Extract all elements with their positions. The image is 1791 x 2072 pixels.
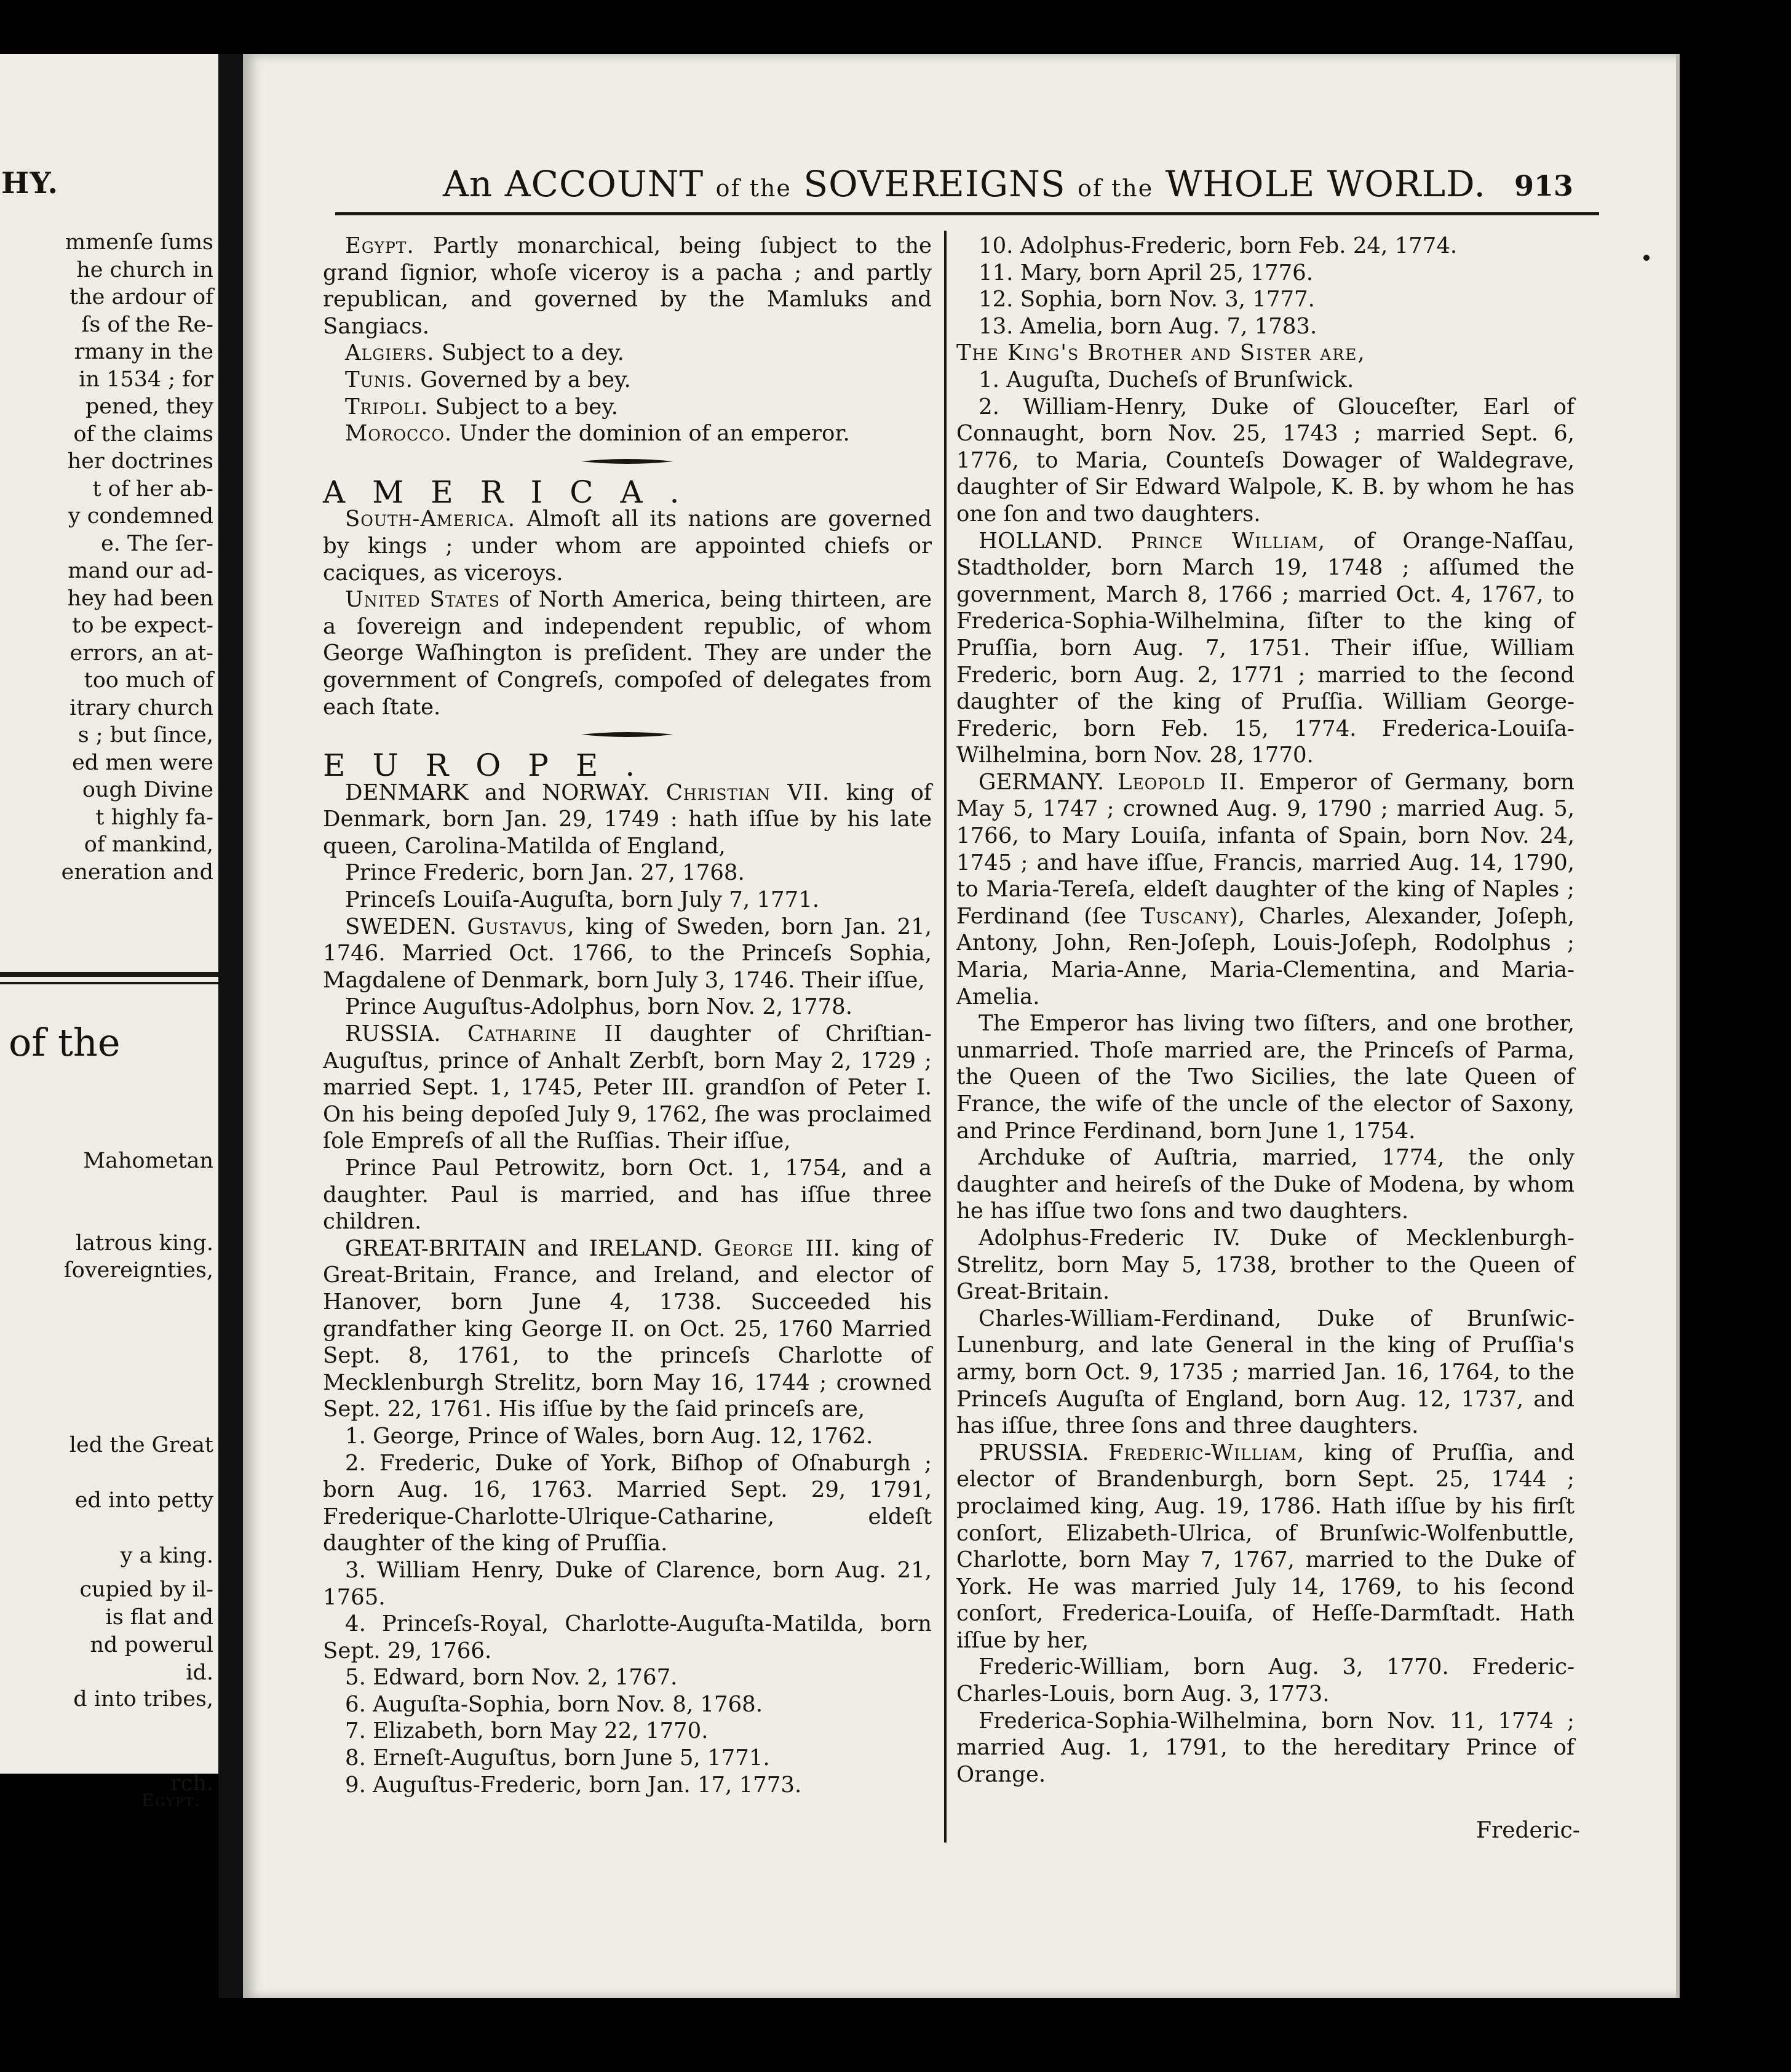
gb-children bbox=[323, 1423, 932, 1798]
ink-dot bbox=[1643, 255, 1650, 261]
entry-great-britain bbox=[323, 1235, 932, 1423]
list-item: 12. Sophia, born Nov. 3, 1777. bbox=[979, 287, 1315, 313]
book-gutter bbox=[218, 54, 243, 1998]
left-page-line: ed men were bbox=[72, 750, 213, 775]
text-denmark: king of Denmark, born Jan. 29, 1749 : hath iſſue by his late queen, Carolina-Matilda of England, bbox=[323, 779, 932, 859]
left-page-line: led the Great bbox=[69, 1433, 213, 1457]
text-prussia: king of Pruſſia, and elector of Brandenburgh, born Sept. 25, 1744 ; proclaimed king, Aug. 19, 1786. Hath iſſue by his firſt conſort, Elizabeth-Ulrica, of Brunſwic-Wolfenbuttle, Charlotte, born May 7, 1767, married to the Duke of York. He was married July 14, 1769, to his ſecond conſort, Frederica-Louiſa, of Heſſe-Darmſtadt. Hath iſſue by her, bbox=[956, 1440, 1575, 1653]
russia-children: Prince Paul Petrowitz, born Oct. 1, 1754, and a daughter. Paul is married, and has iſſue three children. bbox=[323, 1155, 932, 1235]
name-russia: Catharine II bbox=[467, 1021, 623, 1047]
brother-sister-heading: The King's Brother and Sister are, bbox=[956, 340, 1366, 366]
text-russia: daughter of Chriſtian-Auguſtus, prince of Anhalt Zerbſt, born May 2, 1729 ; married Sept. 1, 1745, Peter III. grandſon of Peter I. On his being depoſed July 9, 1762, ſhe was proclaimed ſole Empreſs of all the Ruſſias. Their iſſue, bbox=[323, 1021, 932, 1154]
label-algiers: Algiers. bbox=[345, 340, 435, 366]
left-page-line: d into tribes, bbox=[73, 1687, 213, 1711]
section-heading-europe: EUROPE. bbox=[323, 747, 662, 784]
prussia-children bbox=[956, 1654, 1575, 1788]
cross-ref-tuscany: Tuscany bbox=[1140, 903, 1229, 929]
left-page-of-the: of the bbox=[9, 1020, 121, 1065]
label-germany: GERMANY. bbox=[979, 769, 1105, 795]
label-morocco: Morocco. bbox=[345, 421, 453, 447]
running-head-account: ACCOUNT bbox=[504, 163, 704, 205]
label-tunis: Tunis. bbox=[345, 367, 413, 392]
label-holland: HOLLAND. bbox=[979, 528, 1103, 554]
list-item: Prince Frederic, born Jan. 27, 1768. bbox=[345, 860, 745, 886]
text-germany: Emperor of Germany, born May 5, 1747 ; crowned Aug. 9, 1790 ; married Aug. 5, 1766, to Mary Louiſa, infanta of Spain, born Nov. 24, 1745 ; and have iſſue, Francis, married Aug. 14, 1790, to Maria-Tereſa, eldeſt daughter of the king of Naples ; Ferdinand (ſee bbox=[956, 769, 1575, 929]
list-item: 1. George, Prince of Wales, born Aug. 12, 1762. bbox=[345, 1423, 873, 1449]
left-page-line: of the claims bbox=[73, 421, 213, 447]
left-page-line: ough Divine bbox=[82, 778, 213, 802]
list-item: 11. Mary, born April 25, 1776. bbox=[979, 260, 1314, 285]
label-egypt: Egypt. bbox=[345, 233, 415, 258]
list-item: 4. Princeſs-Royal, Charlotte-Auguſta-Matilda, born Sept. 29, 1766. bbox=[323, 1611, 932, 1664]
entry-russia bbox=[323, 1021, 932, 1155]
label-prussia: PRUSSIA. bbox=[979, 1440, 1089, 1465]
list-item: 8. Erneſt-Auguſtus, born June 5, 1771. bbox=[345, 1745, 770, 1771]
list-item: 9. Auguſtus-Frederic, born Jan. 17, 1773. bbox=[345, 1772, 802, 1798]
list-item: 3. William Henry, Duke of Clarence, born Aug. 21, 1765. bbox=[323, 1557, 932, 1610]
text-algiers: Subject to a dey. bbox=[441, 340, 624, 366]
catchword: Frederic- bbox=[1476, 1818, 1580, 1843]
left-page-fragment bbox=[0, 54, 218, 1811]
left-page-header: HY. bbox=[1, 166, 59, 201]
entry-sweden bbox=[323, 914, 932, 994]
running-head-of-the-1: of the bbox=[715, 175, 792, 202]
column-divider bbox=[944, 231, 947, 1843]
left-page-line: hey had been bbox=[67, 586, 213, 611]
left-page-line: ed into petty bbox=[74, 1488, 213, 1513]
text-sweden: king of Sweden, born Jan. 21, 1746. Married Oct. 1766, to the Princeſs Sophia, Magdalene of Denmark, born July 3, 1746. Their iſſue, bbox=[323, 914, 932, 993]
left-page-line: cupied by il- bbox=[79, 1577, 213, 1602]
name-prussia: Frederic-William, bbox=[1108, 1440, 1305, 1465]
left-page-line: is flat and bbox=[105, 1605, 213, 1630]
page-edge bbox=[1676, 54, 1680, 1998]
name-denmark: Christian VII. bbox=[665, 779, 830, 805]
text-holland: of Orange-Naſſau, Stadtholder, born March 19, 1748 ; aſſumed the government, March 8, 1766 ; married Oct. 4, 1767, to Frederica-Sophia-Wilhelmina, ſiſter to the king of Pruſſia, born Aug. 7, 1751. Their iſſue, William Frederic, born Aug. 2, 1771 ; married to the ſecond daughter of the king of Pruſſia. William George-Frederic, born Feb. 15, 1774. Frederica-Louiſa-Wilhelmina, born Nov. 28, 1770. bbox=[956, 528, 1575, 768]
entry-holland bbox=[956, 528, 1575, 769]
entry-algiers bbox=[323, 340, 932, 367]
left-page-line: itrary church bbox=[69, 695, 213, 720]
left-page-line: to be expect- bbox=[72, 613, 213, 638]
list-item: Frederica-Sophia-Wilhelmina, born Nov. 11, 1774 ; married Aug. 1, 1791, to the hereditary Prince of Orange. bbox=[956, 1708, 1575, 1787]
entry-tripoli bbox=[323, 394, 932, 421]
name-germany: Leopold II. bbox=[1117, 769, 1246, 795]
label-united-states: United States bbox=[345, 587, 501, 613]
list-item: Prince Auguſtus-Adolphus, born Nov. 2, 1778. bbox=[345, 994, 852, 1020]
left-page-line: mand our ad- bbox=[68, 559, 213, 583]
label-great-britain: GREAT-BRITAIN and IRELAND. bbox=[345, 1235, 704, 1261]
left-page-line: errors, an at- bbox=[69, 640, 213, 666]
gb-children-continued bbox=[956, 233, 1575, 340]
name-great-britain: George III. bbox=[713, 1235, 841, 1261]
label-russia: RUSSIA. bbox=[345, 1021, 441, 1047]
left-page-line: t highly fa- bbox=[95, 805, 213, 830]
left-page-line: y condemned bbox=[68, 504, 213, 528]
left-page-line: mmenſe ſums bbox=[65, 230, 213, 255]
running-head-sovereigns: SOVEREIGNS bbox=[803, 163, 1066, 205]
list-item: Princeſs Louiſa-Auguſta, born July 7, 1771. bbox=[345, 887, 820, 913]
running-head-an: An bbox=[443, 163, 493, 205]
list-item: 10. Adolphus-Frederic, born Feb. 24, 1774. bbox=[979, 233, 1458, 258]
adolphus-entry: Adolphus-Frederic IV. Duke of Mecklenburgh-Strelitz, born May 5, 1738, brother to the Queen of Great-Britain. bbox=[956, 1225, 1575, 1305]
label-sweden: SWEDEN. bbox=[345, 914, 457, 939]
list-item: 7. Elizabeth, born May 22, 1770. bbox=[345, 1718, 709, 1744]
entry-south-america bbox=[323, 506, 932, 586]
left-page-line: he church in bbox=[76, 257, 213, 282]
list-item: 5. Edward, born Nov. 2, 1767. bbox=[345, 1665, 678, 1691]
emperor-siblings: The Emperor has living two ſiſters, and one brother, unmarried. Thoſe married are, the Princeſs of Parma, the Queen of the Two Sicilies, the late Queen of France, the wife of the uncle of the elector of Saxony, and Prince Ferdinand, born June 1, 1754. bbox=[956, 1011, 1575, 1144]
left-page-line: s ; but ſince, bbox=[77, 723, 213, 747]
left-page-line: pened, they bbox=[85, 394, 213, 419]
name-holland: Prince William, bbox=[1130, 528, 1326, 554]
sweden-children bbox=[323, 994, 932, 1021]
left-page-line: ſs of the Re- bbox=[81, 312, 213, 337]
label-tripoli: Tripoli. bbox=[345, 394, 429, 420]
entry-tunis bbox=[323, 367, 932, 394]
entry-egypt bbox=[323, 233, 932, 340]
left-page-line: ſovereignties, bbox=[63, 1258, 213, 1283]
left-page-line: Mahometan bbox=[83, 1149, 213, 1173]
header-rule bbox=[335, 212, 1599, 215]
list-item: 1. Auguſta, Ducheſs of Brunſwick. bbox=[979, 367, 1354, 392]
left-page-rule-thin bbox=[0, 982, 218, 984]
left-page-line: her doctrines bbox=[67, 449, 213, 474]
running-head-whole-world: WHOLE WORLD. bbox=[1165, 163, 1486, 205]
left-page-rule bbox=[0, 972, 218, 977]
left-page-line: t of her ab- bbox=[92, 476, 213, 501]
running-head bbox=[443, 163, 1486, 205]
right-column bbox=[956, 233, 1575, 1788]
ornament-rule bbox=[581, 458, 673, 464]
king-siblings bbox=[956, 367, 1575, 528]
text-great-britain: king of Great-Britain, France, and Ireland, and elector of Hanover, born June 4, 1738. Succeeded his grandfather king George II. on Oct. 25, 1760 Married Sept. 8, 1761, to the princeſs Charlotte of Mecklenburgh Strelitz, born May 16, 1744 ; crowned Sept. 22, 1761. His iſſue by the ſaid princeſs are, bbox=[323, 1235, 932, 1422]
running-head-of-the-2: of the bbox=[1078, 175, 1154, 202]
left-page-line: in 1534 ; for bbox=[79, 367, 213, 392]
name-sweden: Gustavus, bbox=[467, 914, 575, 939]
list-item: Frederic-William, born Aug. 3, 1770. Frederic-Charles-Louis, born Aug. 3, 1773. bbox=[956, 1654, 1575, 1707]
left-page-line: the ardour of bbox=[69, 285, 213, 309]
text-morocco: Under the dominion of an emperor. bbox=[459, 421, 850, 447]
label-south-america: South-America. bbox=[345, 506, 516, 532]
text-egypt: Partly monarchical, being ſubject to the grand ſignior, whoſe viceroy is a pacha ; and partly republican, and governed by the Mamluks and Sangiacs. bbox=[323, 233, 932, 339]
entry-denmark bbox=[323, 779, 932, 860]
entry-prussia bbox=[956, 1440, 1575, 1654]
list-item: 13. Amelia, born Aug. 7, 1783. bbox=[979, 313, 1317, 339]
list-item: 6. Auguſta-Sophia, born Nov. 8, 1768. bbox=[345, 1691, 763, 1717]
text-tripoli: Subject to a bey. bbox=[435, 394, 618, 420]
left-page-line: too much of bbox=[84, 668, 213, 693]
left-page-line: eneration and bbox=[61, 859, 213, 885]
entry-morocco bbox=[323, 420, 932, 447]
left-page-line: nd powerul bbox=[90, 1633, 213, 1657]
list-item: 2. William-Henry, Duke of Glouceſter, Earl of Connaught, born Nov. 25, 1743 ; married Sept. 6, 1776, to Maria, Counteſs Dowager of Waldegrave, daughter of Sir Edward Walpole, K. B. by whom he has one ſon and two daughters. bbox=[956, 394, 1575, 527]
left-page-catchword: Egypt. bbox=[141, 1790, 201, 1811]
text-germany-2: ), Charles, Alexander, Joſeph, Antony, John, Ren-Joſeph, Louis-Joſeph, Rodolphus ; Maria, Maria-Anne, Maria-Clementina, and Maria-Amelia. bbox=[956, 903, 1575, 1010]
entry-germany bbox=[956, 769, 1575, 1010]
left-page-line: id. bbox=[186, 1660, 213, 1685]
label-denmark: DENMARK and NORWAY. bbox=[345, 779, 650, 805]
text-united-states: of North America, being thirteen, are a ſovereign and independent republic, of whom George Waſhington is preſident. They are under the government of Congreſs, compoſed of delegates from each ſtate. bbox=[323, 587, 932, 720]
left-page-line: rmany in the bbox=[74, 340, 213, 364]
left-page-line: of mankind, bbox=[84, 832, 213, 857]
text-tunis: Governed by a bey. bbox=[420, 367, 631, 392]
section-heading-america: AMERICA. bbox=[323, 474, 707, 510]
entry-united-states bbox=[323, 586, 932, 720]
text-south-america: Almoſt all its nations are governed by kings ; under whom are appointed chiefs or caciques, as viceroys. bbox=[323, 506, 932, 586]
list-item: 2. Frederic, Duke of York, Biſhop of Oſnaburgh ; born Aug. 16, 1763. Married Sept. 29, 1791, Frederique-Charlotte-Ulrique-Catharine, eldeſt daughter of the king of Pruſſia. bbox=[323, 1450, 932, 1556]
left-page-line: y a king. bbox=[120, 1544, 213, 1568]
ornament-rule bbox=[581, 731, 673, 738]
left-page-line: rch. bbox=[170, 1771, 213, 1796]
denmark-children bbox=[323, 859, 932, 913]
charles-william-entry: Charles-William-Ferdinand, Duke of Brunſwic-Lunenburg, and late General in the king of Pruſſia's army, born Oct. 9, 1735 ; married Jan. 16, 1764, to the Princeſs Auguſta of England, born Aug. 12, 1737, and has iſſue, three ſons and three daughters. bbox=[956, 1305, 1575, 1439]
left-page-line: latrous king. bbox=[75, 1231, 213, 1256]
archduke-entry: Archduke of Auſtria, married, 1774, the only daughter and heireſs of the Duke of Modena, by whom he has iſſue two ſons and two daughters. bbox=[956, 1145, 1575, 1224]
page-number: 913 bbox=[1514, 169, 1574, 202]
left-page-line: e. The ſer- bbox=[101, 531, 213, 556]
left-column bbox=[323, 233, 932, 1798]
